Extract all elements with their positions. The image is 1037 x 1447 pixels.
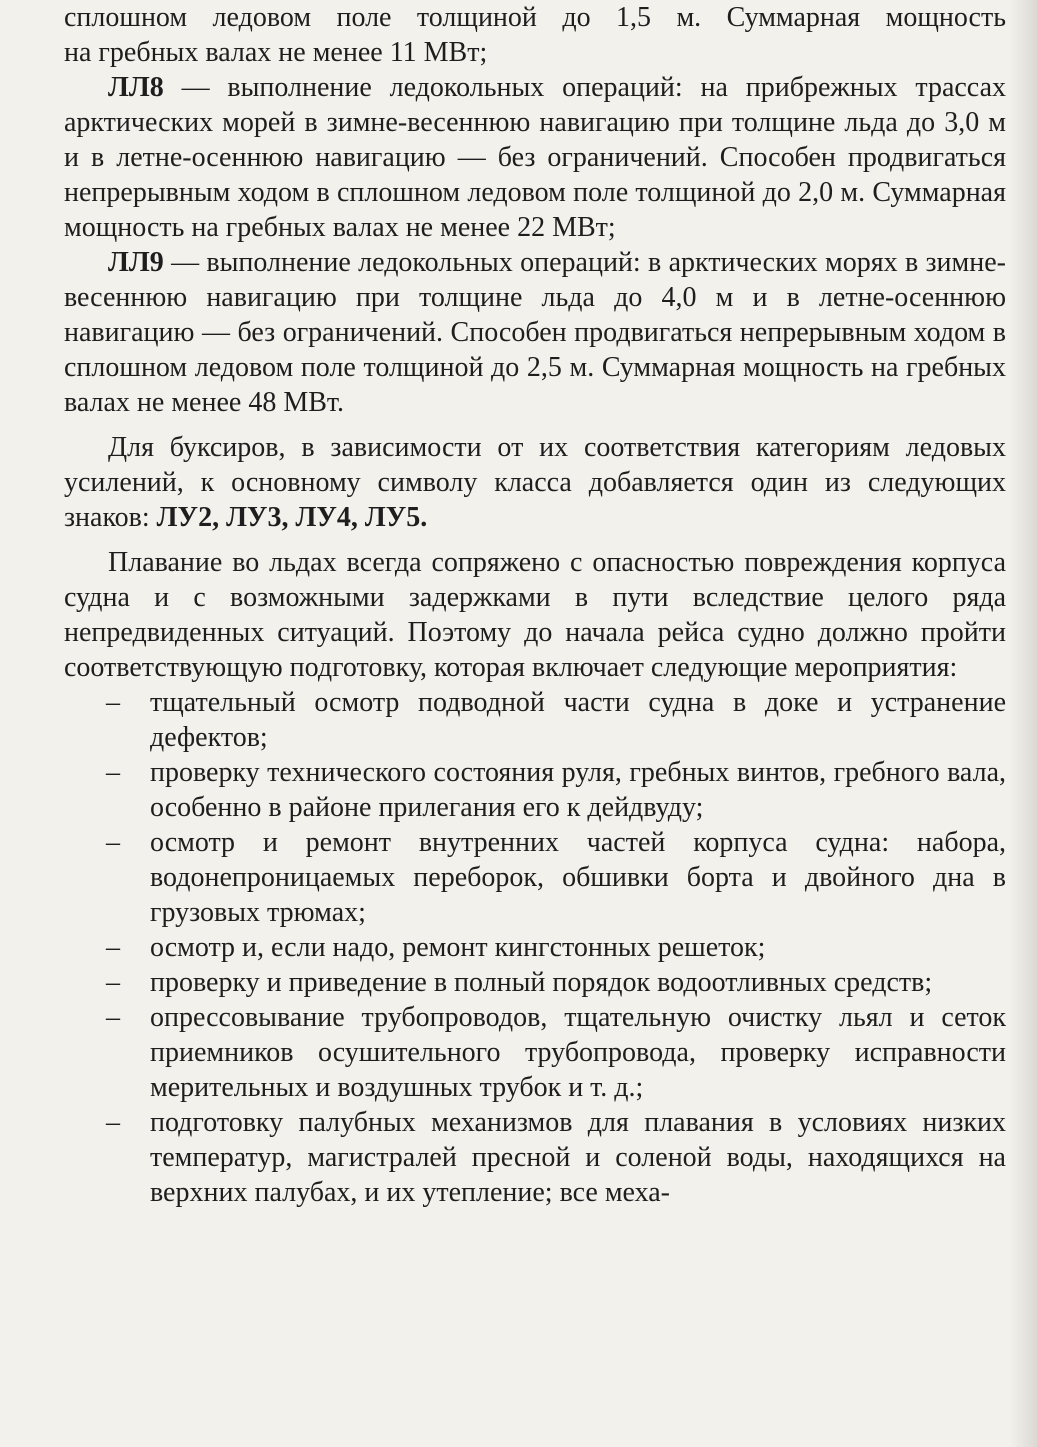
list-item-text: проверку технического состояния руля, гребных винтов, гребного вала, особенно в районе прилегания его к дейдвуду;: [150, 757, 1006, 823]
ll9-text: — выполнение ледокольных операций: в арктических морях в зимне-весеннюю навигацию при толщине льда до 4,0 м и в летне-осеннюю навигацию — без ограничений. Способен продвигаться непрерывным ходом в сплошном ледовом поле толщиной до 2,5 м. Суммарная мощность на гребных валах не менее 48 МВт.: [64, 247, 1006, 418]
paragraph-continuation-end: [64, 35, 1006, 70]
dash-marker: –: [106, 757, 120, 788]
paragraph-ll8: [64, 70, 1006, 245]
continuation-line-1: сплошном ледовом поле толщиной до 1,5 м. Суммарная мощность: [64, 2, 1006, 33]
paragraph-tugs: [64, 430, 1006, 535]
paragraph-continuation: [64, 0, 1006, 35]
term-ll9: ЛЛ9: [108, 247, 164, 278]
tugs-text: Для буксиров, в зависимости от их соответствия категориям ледовых усилений, к основному символу класса добавляется один из следующих знаков:: [64, 432, 1006, 533]
tugs-symbols: ЛУ2, ЛУ3, ЛУ4, ЛУ5.: [156, 502, 428, 533]
list-item-text: тщательный осмотр подводной части судна в доке и устранение дефектов;: [150, 687, 1006, 753]
list-item-text: подготовку палубных механизмов для плавания в условиях низких температур, магистралей пресной и соленой воды, находящихся на верхних палубах, и их утепление; все меха-: [150, 1107, 1006, 1208]
list-item: [64, 825, 1006, 930]
dash-marker: –: [106, 1002, 120, 1033]
list-item: [64, 685, 1006, 755]
list-item-text: опрессовывание трубопроводов, тщательную очистку льял и сеток приемников осушительного трубопровода, проверку исправности мерительных и воздушных трубок и т. д.;: [150, 1002, 1006, 1103]
list-item: [64, 965, 1006, 1000]
dash-marker: –: [106, 932, 120, 963]
list-item: [64, 930, 1006, 965]
page-edge-shadow: [1009, 0, 1037, 1447]
text-body: [64, 0, 1006, 1210]
list-item-text: осмотр и, если надо, ремонт кингстонных решеток;: [150, 932, 766, 963]
list-item: [64, 755, 1006, 825]
list-item-text: осмотр и ремонт внутренних частей корпуса судна: набора, водонепроницаемых переборок, обшивки борта и двойного дна в грузовых трюмах;: [150, 827, 1006, 928]
dash-marker: –: [106, 687, 120, 718]
paragraph-ll9: [64, 245, 1006, 420]
paragraph-ice-navigation: [64, 545, 1006, 685]
dash-marker: –: [106, 1107, 120, 1138]
list-item-text: проверку и приведение в полный порядок водоотливных средств;: [150, 967, 933, 998]
ice-navigation-text: Плавание во льдах всегда сопряжено с опасностью повреждения корпуса судна и с возможными задержками в пути вследствие целого ряда непредвиденных ситуаций. Поэтому до начала рейса судно должно пройти соответствующую подготовку, которая включает следующие мероприятия:: [64, 547, 1006, 683]
list-item: [64, 1000, 1006, 1105]
list-item: [64, 1105, 1006, 1210]
term-ll8: ЛЛ8: [108, 72, 164, 103]
dash-marker: –: [106, 967, 120, 998]
dash-marker: –: [106, 827, 120, 858]
ll8-text: — выполнение ледокольных операций: на прибрежных трассах арктических морей в зимне-весеннюю навигацию при толщине льда до 3,0 м и в летне-осеннюю навигацию — без ограничений. Способен продвигаться непрерывным ходом в сплошном ледовом поле толщиной до 2,0 м. Суммарная мощность на гребных валах не менее 22 МВт;: [64, 72, 1006, 243]
continuation-line-2: на гребных валах не менее 11 МВт;: [64, 37, 488, 68]
preparation-list: [64, 685, 1006, 1210]
